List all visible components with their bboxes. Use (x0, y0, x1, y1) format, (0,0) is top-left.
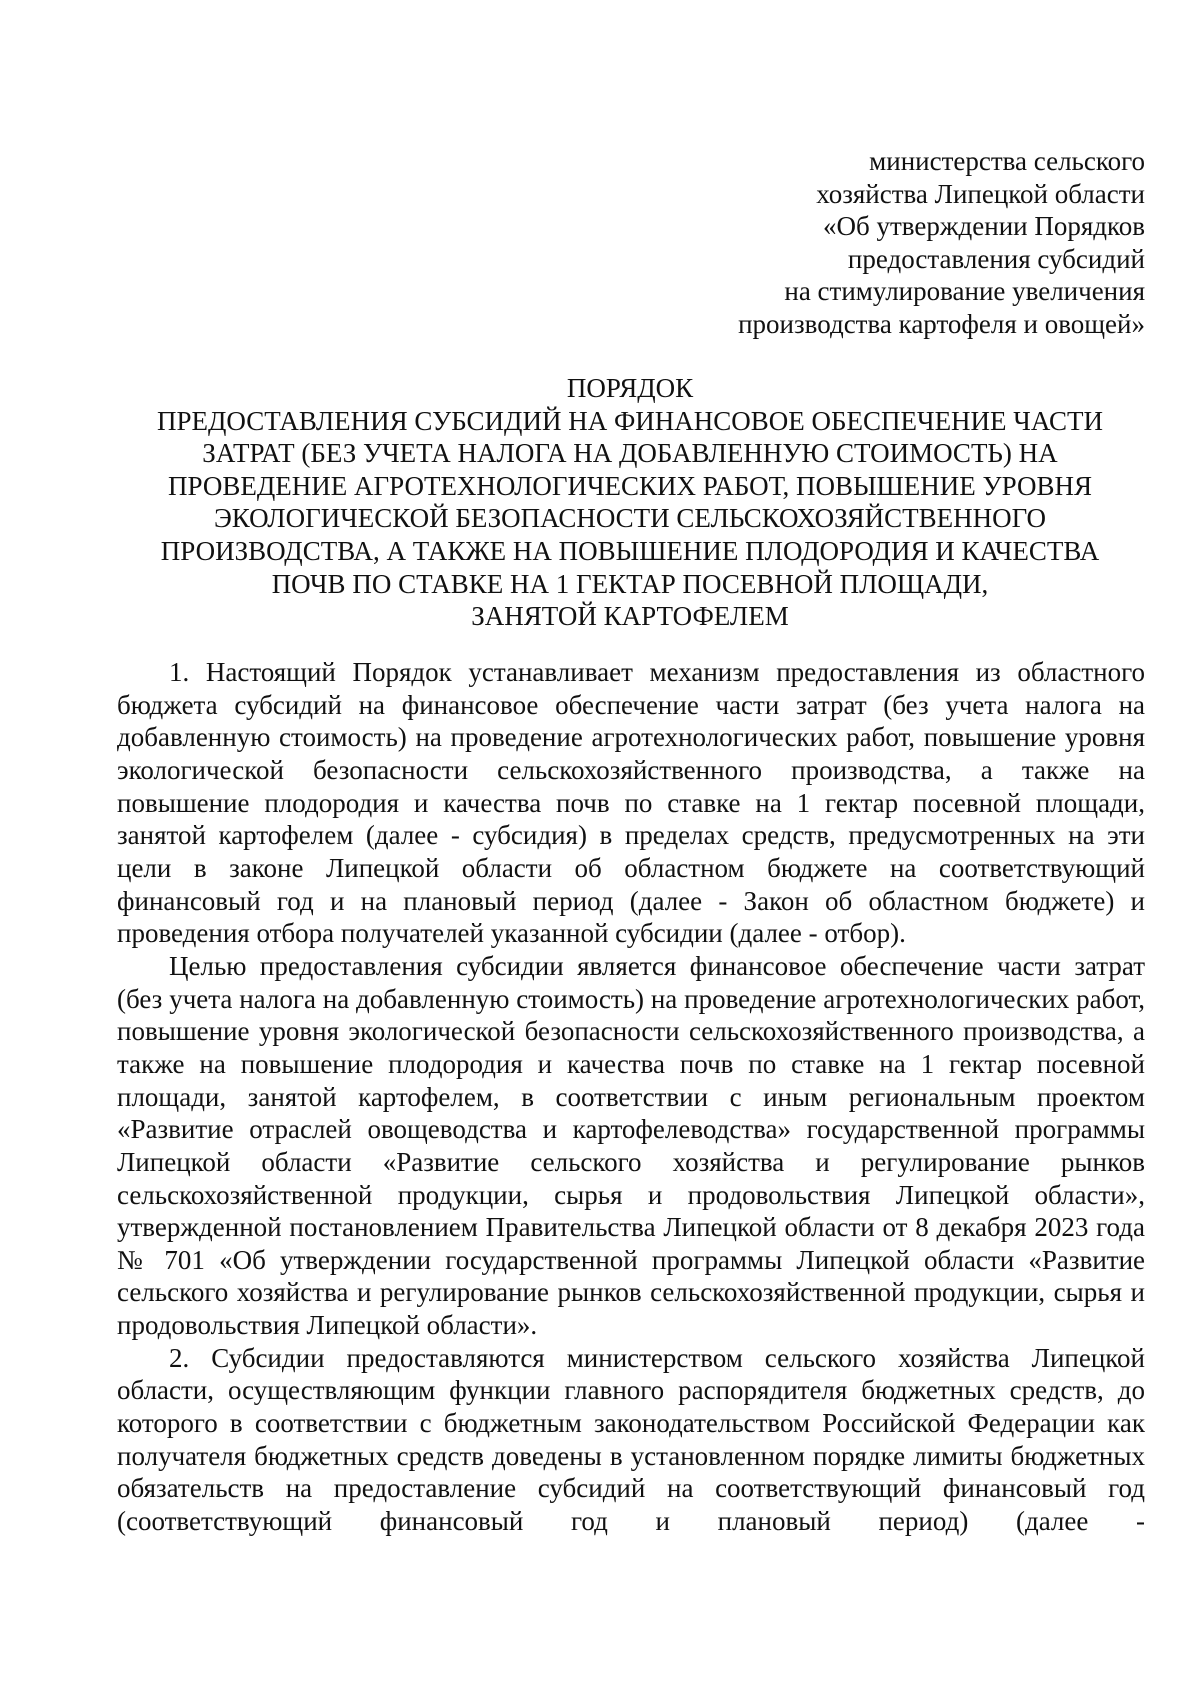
document-title-line: ПРОИЗВОДСТВА, А ТАКЖЕ НА ПОВЫШЕНИЕ ПЛОДОРОДИЯ И КАЧЕСТВА (160, 535, 1100, 566)
approval-reference-block (625, 145, 1145, 341)
document-title-line: ПОРЯДОК (566, 373, 694, 403)
document-body (117, 656, 1145, 1538)
approval-reference-line: предоставления субсидий (847, 243, 1145, 274)
approval-reference-line: производства картофеля и овощей» (738, 308, 1145, 339)
body-paragraph: 2. Субсидии предоставляются министерством сельского хозяйства Липецкой области, осуществляющим функции главного распорядителя бюджетных средств, до которого в соответствии с бюджетным законодательством Российской Федерации как получателя бюджетных средств доведены в установленном порядке лимиты бюджетных обязательств на предоставление субсидий на соответствующий финансовый год (соответствующий финансовый год и плановый период) (далее - (117, 1342, 1145, 1537)
approval-reference-line: «Об утверждении Порядков (823, 211, 1145, 242)
document-title (120, 372, 1140, 633)
document-title-line: ПРОВЕДЕНИЕ АГРОТЕХНОЛОГИЧЕСКИХ РАБОТ, ПОВЫШЕНИЕ УРОВНЯ (168, 470, 1092, 501)
document-title-line: ЭКОЛОГИЧЕСКОЙ БЕЗОПАСНОСТИ СЕЛЬСКОХОЗЯЙСТВЕННОГО (213, 503, 1047, 534)
body-paragraph: Целью предоставления субсидии является финансовое обеспечение части затрат (без учета налога на добавленную стоимость) на проведение агротехнологических работ, повышение уровня экологической безопасности сельскохозяйственного производства, а также на повышение плодородия и качества почв по ставке на 1 гектар посевной площади, занятой картофелем, в соответствии с иным региональным проектом «Развитие отраслей овощеводства и картофелеводства» государственной программы Липецкой области «Развитие сельского хозяйства и регулирование рынков сельскохозяйственной продукции, сырья и продовольствия Липецкой области», утвержденной постановлением Правительства Липецкой области от 8 декабря 2023 года № 701 «Об утверждении государственной программы Липецкой области «Развитие сельского хозяйства и регулирование рынков сельскохозяйственной продукции, сырья и продовольствия Липецкой области». (117, 950, 1145, 1341)
document-title-line: ЗАНЯТОЙ КАРТОФЕЛЕМ (471, 601, 789, 632)
approval-reference-line: на стимулирование увеличения (784, 276, 1145, 307)
document-title-line: ПРЕДОСТАВЛЕНИЯ СУБСИДИЙ НА ФИНАНСОВОЕ ОБЕСПЕЧЕНИЕ ЧАСТИ (156, 405, 1103, 436)
approval-reference-line: министерства сельского (869, 146, 1145, 176)
approval-reference-line: хозяйства Липецкой области (816, 178, 1145, 209)
document-title-line: ЗАТРАТ (БЕЗ УЧЕТА НАЛОГА НА ДОБАВЛЕННУЮ СТОИМОСТЬ) НА (202, 438, 1058, 469)
body-paragraph: 1. Настоящий Порядок устанавливает механизм предоставления из областного бюджета субсидий на финансовое обеспечение части затрат (без учета налога на добавленную стоимость) на проведение агротехнологических работ, повышение уровня экологической безопасности сельскохозяйственного производства, а также на повышение плодородия и качества почв по ставке на 1 гектар посевной площади, занятой картофелем (далее - субсидия) в пределах средств, предусмотренных на эти цели в законе Липецкой области об областном бюджете на соответствующий финансовый год и на плановый период (далее - Закон об областном бюджете) и проведения отбора получателей указанной субсидии (далее - отбор). (117, 657, 1145, 949)
document-title-line: ПОЧВ ПО СТАВКЕ НА 1 ГЕКТАР ПОСЕВНОЙ ПЛОЩАДИ, (271, 568, 989, 599)
